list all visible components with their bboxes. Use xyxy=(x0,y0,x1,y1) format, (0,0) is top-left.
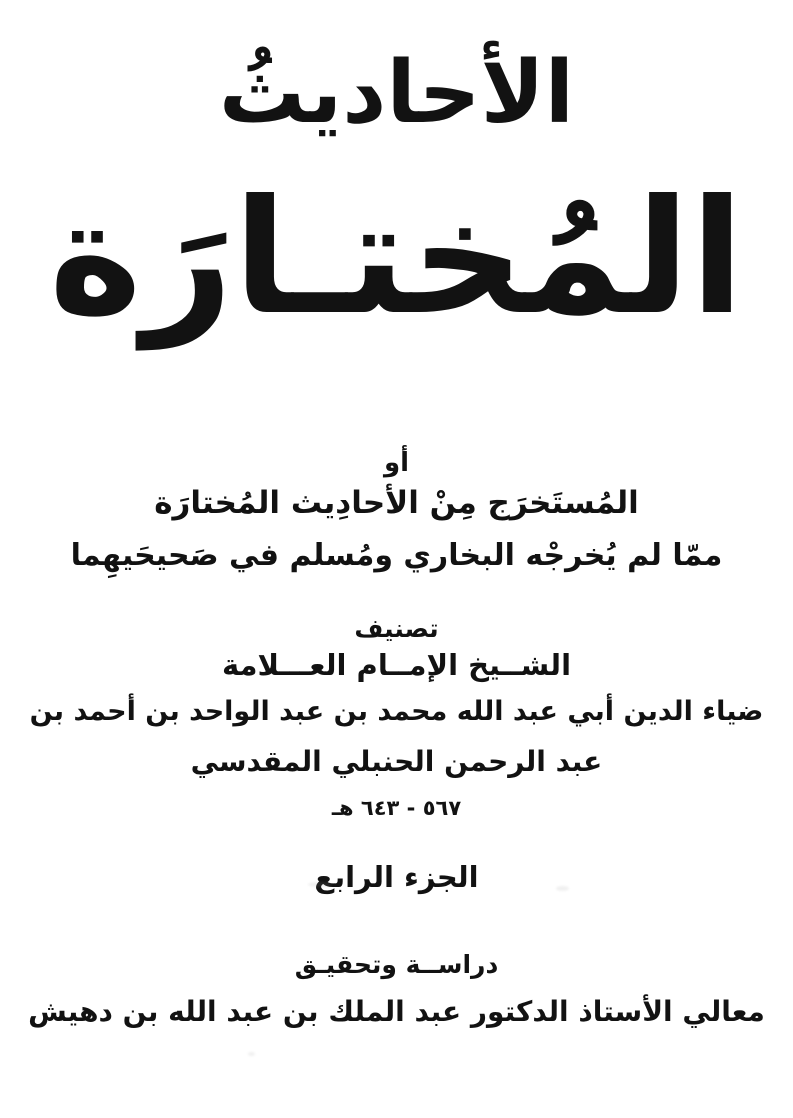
book-title-line1: الأحاديثُ xyxy=(218,43,575,143)
volume-label: الجزء الرابع xyxy=(314,860,479,894)
author-name-line1: ضياء الدين أبي عبد الله محمد بن عبد الواحد بن أحمد بن xyxy=(29,696,764,727)
alternate-title-line1: المُستَخرَج مِنْ الأحادِيث المُختارَة xyxy=(154,485,639,521)
study-and-verification-label: دراســة وتحقيـق xyxy=(294,950,499,979)
author-hijri-dates: ٥٦٧ - ٦٤٣ هـ xyxy=(331,796,462,820)
book-title-line2: المُختـارَة xyxy=(48,166,745,350)
author-honorific: الشــيخ الإمــام العـــلامة xyxy=(221,648,572,682)
scan-smudge xyxy=(308,882,332,887)
scan-smudge xyxy=(248,1052,255,1056)
author-name-line2: عبد الرحمن الحنبلي المقدسي xyxy=(190,745,603,778)
compiled-by-label: تصنيف xyxy=(354,614,439,643)
editor-name: معالي الأستاذ الدكتور عبد الملك بن عبد الله بن دهيش xyxy=(28,995,765,1028)
scan-smudge xyxy=(556,886,569,891)
alternate-title-or-word: أو xyxy=(383,448,410,478)
alternate-title-line2: ممّا لم يُخرجْه البخاري ومُسلم في صَحيحَيهِما xyxy=(70,538,723,573)
